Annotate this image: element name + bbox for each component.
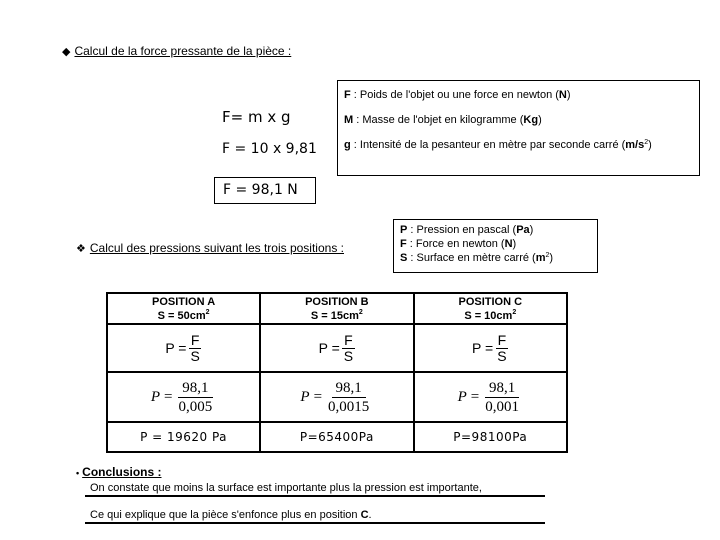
result-cell-a: P = 19620 Pa bbox=[107, 422, 260, 452]
formula-line-2: F = 10 x 9,81 bbox=[222, 141, 317, 157]
section-heading-pressures bbox=[76, 241, 344, 255]
header-cell-a: POSITION A $S = 50cm^2$ bbox=[107, 293, 260, 324]
legend-box-pressure bbox=[393, 219, 598, 273]
formula-cell-a: P = $\frac{F}{S}$ bbox=[107, 324, 260, 372]
calc-cell-a: P = $\frac{98,1}{0,005}$ bbox=[107, 372, 260, 422]
force-result-box bbox=[214, 177, 316, 204]
calc-cell-c: P = $\frac{98,1}{0,001}$ bbox=[414, 372, 567, 422]
result-cell-b: P=65400Pa bbox=[260, 422, 413, 452]
legend-item-g: g : Intensité de la pesanteur en mètre par seconde carré $(m/s^2)$ bbox=[344, 139, 652, 151]
force-result: F = 98,1 N bbox=[223, 182, 298, 198]
result-cell-c: P=98100Pa bbox=[414, 422, 567, 452]
calc-cell-b: P = $\frac{98,1}{0,0015}$ bbox=[260, 372, 413, 422]
legend-item-F: F : Poids de l'objet ou une force en newton (N) bbox=[344, 89, 571, 101]
positions-table bbox=[106, 292, 568, 453]
section-title-force: Calcul de la force pressante de la pièce : bbox=[74, 44, 292, 58]
legend-item-F2: F : Force en newton (N) bbox=[400, 238, 517, 250]
table-row-formula bbox=[107, 324, 567, 372]
conclusions-heading bbox=[76, 465, 162, 479]
table-row-calc bbox=[107, 372, 567, 422]
section-heading-force bbox=[62, 44, 291, 58]
header-cell-b: POSITION B $S = 15cm^2$ bbox=[260, 293, 413, 324]
section-title-pressures: Calcul des pressions suivant les trois positions : bbox=[89, 241, 344, 255]
formula-line-1: F= m x g bbox=[222, 108, 291, 126]
table-row-header bbox=[107, 293, 567, 324]
legend-box-force bbox=[337, 80, 700, 176]
conclusion-line-2: Ce qui explique que la pièce s'enfonce plus en position C. bbox=[85, 509, 545, 524]
fleuron-bullet-icon: ❖ bbox=[76, 243, 86, 255]
legend-item-P: P : Pression en pascal (Pa) bbox=[400, 224, 534, 236]
dot-bullet-icon: • bbox=[76, 468, 80, 478]
legend-item-S: S : Surface en mètre carré $(m^2)$ bbox=[400, 252, 554, 264]
legend-item-M: M : Masse de l'objet en kilogramme (Kg) bbox=[344, 114, 542, 126]
formula-cell-b: P = $\frac{F}{S}$ bbox=[260, 324, 413, 372]
conclusions-title: Conclusions : bbox=[82, 465, 162, 479]
diamond-bullet-icon: ◆ bbox=[62, 46, 71, 58]
conclusion-line-1: On constate que moins la surface est importante plus la pression est importante, bbox=[85, 482, 545, 497]
table-row-result bbox=[107, 422, 567, 452]
formula-cell-c: P = $\frac{F}{S}$ bbox=[414, 324, 567, 372]
header-cell-c: POSITION C $S = 10cm^2$ bbox=[414, 293, 567, 324]
